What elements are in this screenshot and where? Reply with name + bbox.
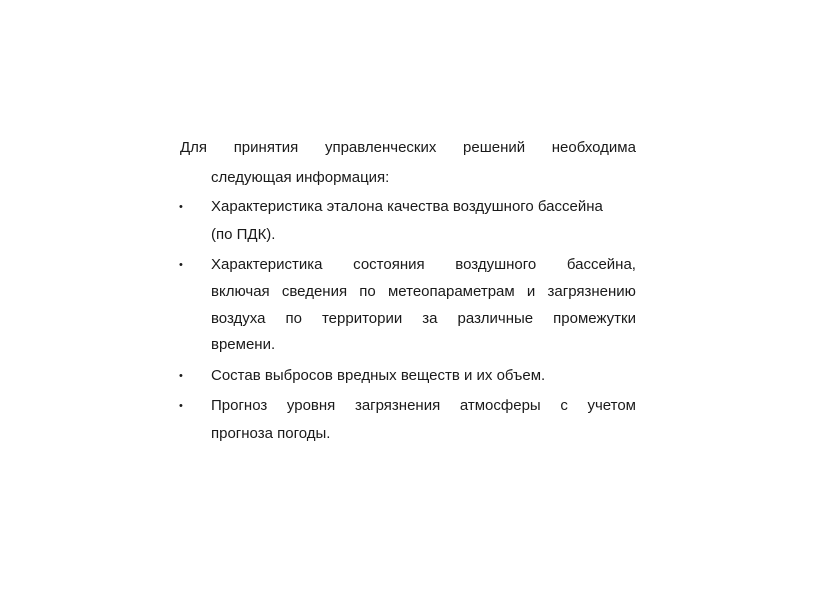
item-word: воздушного xyxy=(455,256,537,273)
bullet-icon: • xyxy=(179,259,183,271)
intro-word: принятия xyxy=(233,139,299,156)
item-word: включая xyxy=(211,283,270,300)
item-word: и xyxy=(526,283,536,300)
item-word: воздуха xyxy=(211,310,266,327)
intro-word: Для xyxy=(180,139,208,156)
item-4-line-2: прогноза погоды. xyxy=(211,425,331,442)
item-word: различные xyxy=(457,310,534,327)
item-2-line-4: времени. xyxy=(211,336,276,353)
intro-continuation: следующая информация: xyxy=(211,169,390,186)
item-word: Прогноз xyxy=(211,397,268,414)
item-word: за xyxy=(422,310,438,327)
item-word: по xyxy=(359,283,376,300)
item-word: территории xyxy=(321,310,403,327)
item-word: с xyxy=(560,397,568,414)
item-2-line-3 xyxy=(211,310,636,328)
intro-word: управленческих xyxy=(324,139,437,156)
item-word: состояния xyxy=(353,256,425,273)
item-word: атмосферы xyxy=(459,397,541,414)
item-2-line-1 xyxy=(211,256,636,274)
item-word: загрязнению xyxy=(547,283,636,300)
item-word: промежутки xyxy=(553,310,636,327)
item-word: Характеристика xyxy=(211,256,323,273)
bullet-icon: • xyxy=(179,370,183,382)
item-1-line-2: (по ПДК). xyxy=(211,226,276,243)
item-1-line-1: Характеристика эталона качества воздушного бассейна xyxy=(211,198,603,215)
item-word: уровня xyxy=(286,397,336,414)
item-3-line-1: Состав выбросов вредных веществ и их объем. xyxy=(211,367,546,384)
intro-first-line xyxy=(180,139,636,157)
item-word: бассейна, xyxy=(566,256,636,273)
intro-word: необходима xyxy=(551,139,636,156)
item-word: учетом xyxy=(587,397,636,414)
item-2-line-2 xyxy=(211,283,636,301)
bullet-icon: • xyxy=(179,201,183,213)
item-4-line-1 xyxy=(211,397,636,415)
item-word: загрязнения xyxy=(354,397,441,414)
item-word: по xyxy=(285,310,302,327)
bullet-icon: • xyxy=(179,400,183,412)
item-word: сведения xyxy=(281,283,348,300)
item-word: метеопараметрам xyxy=(387,283,515,300)
intro-word: решений xyxy=(463,139,526,156)
